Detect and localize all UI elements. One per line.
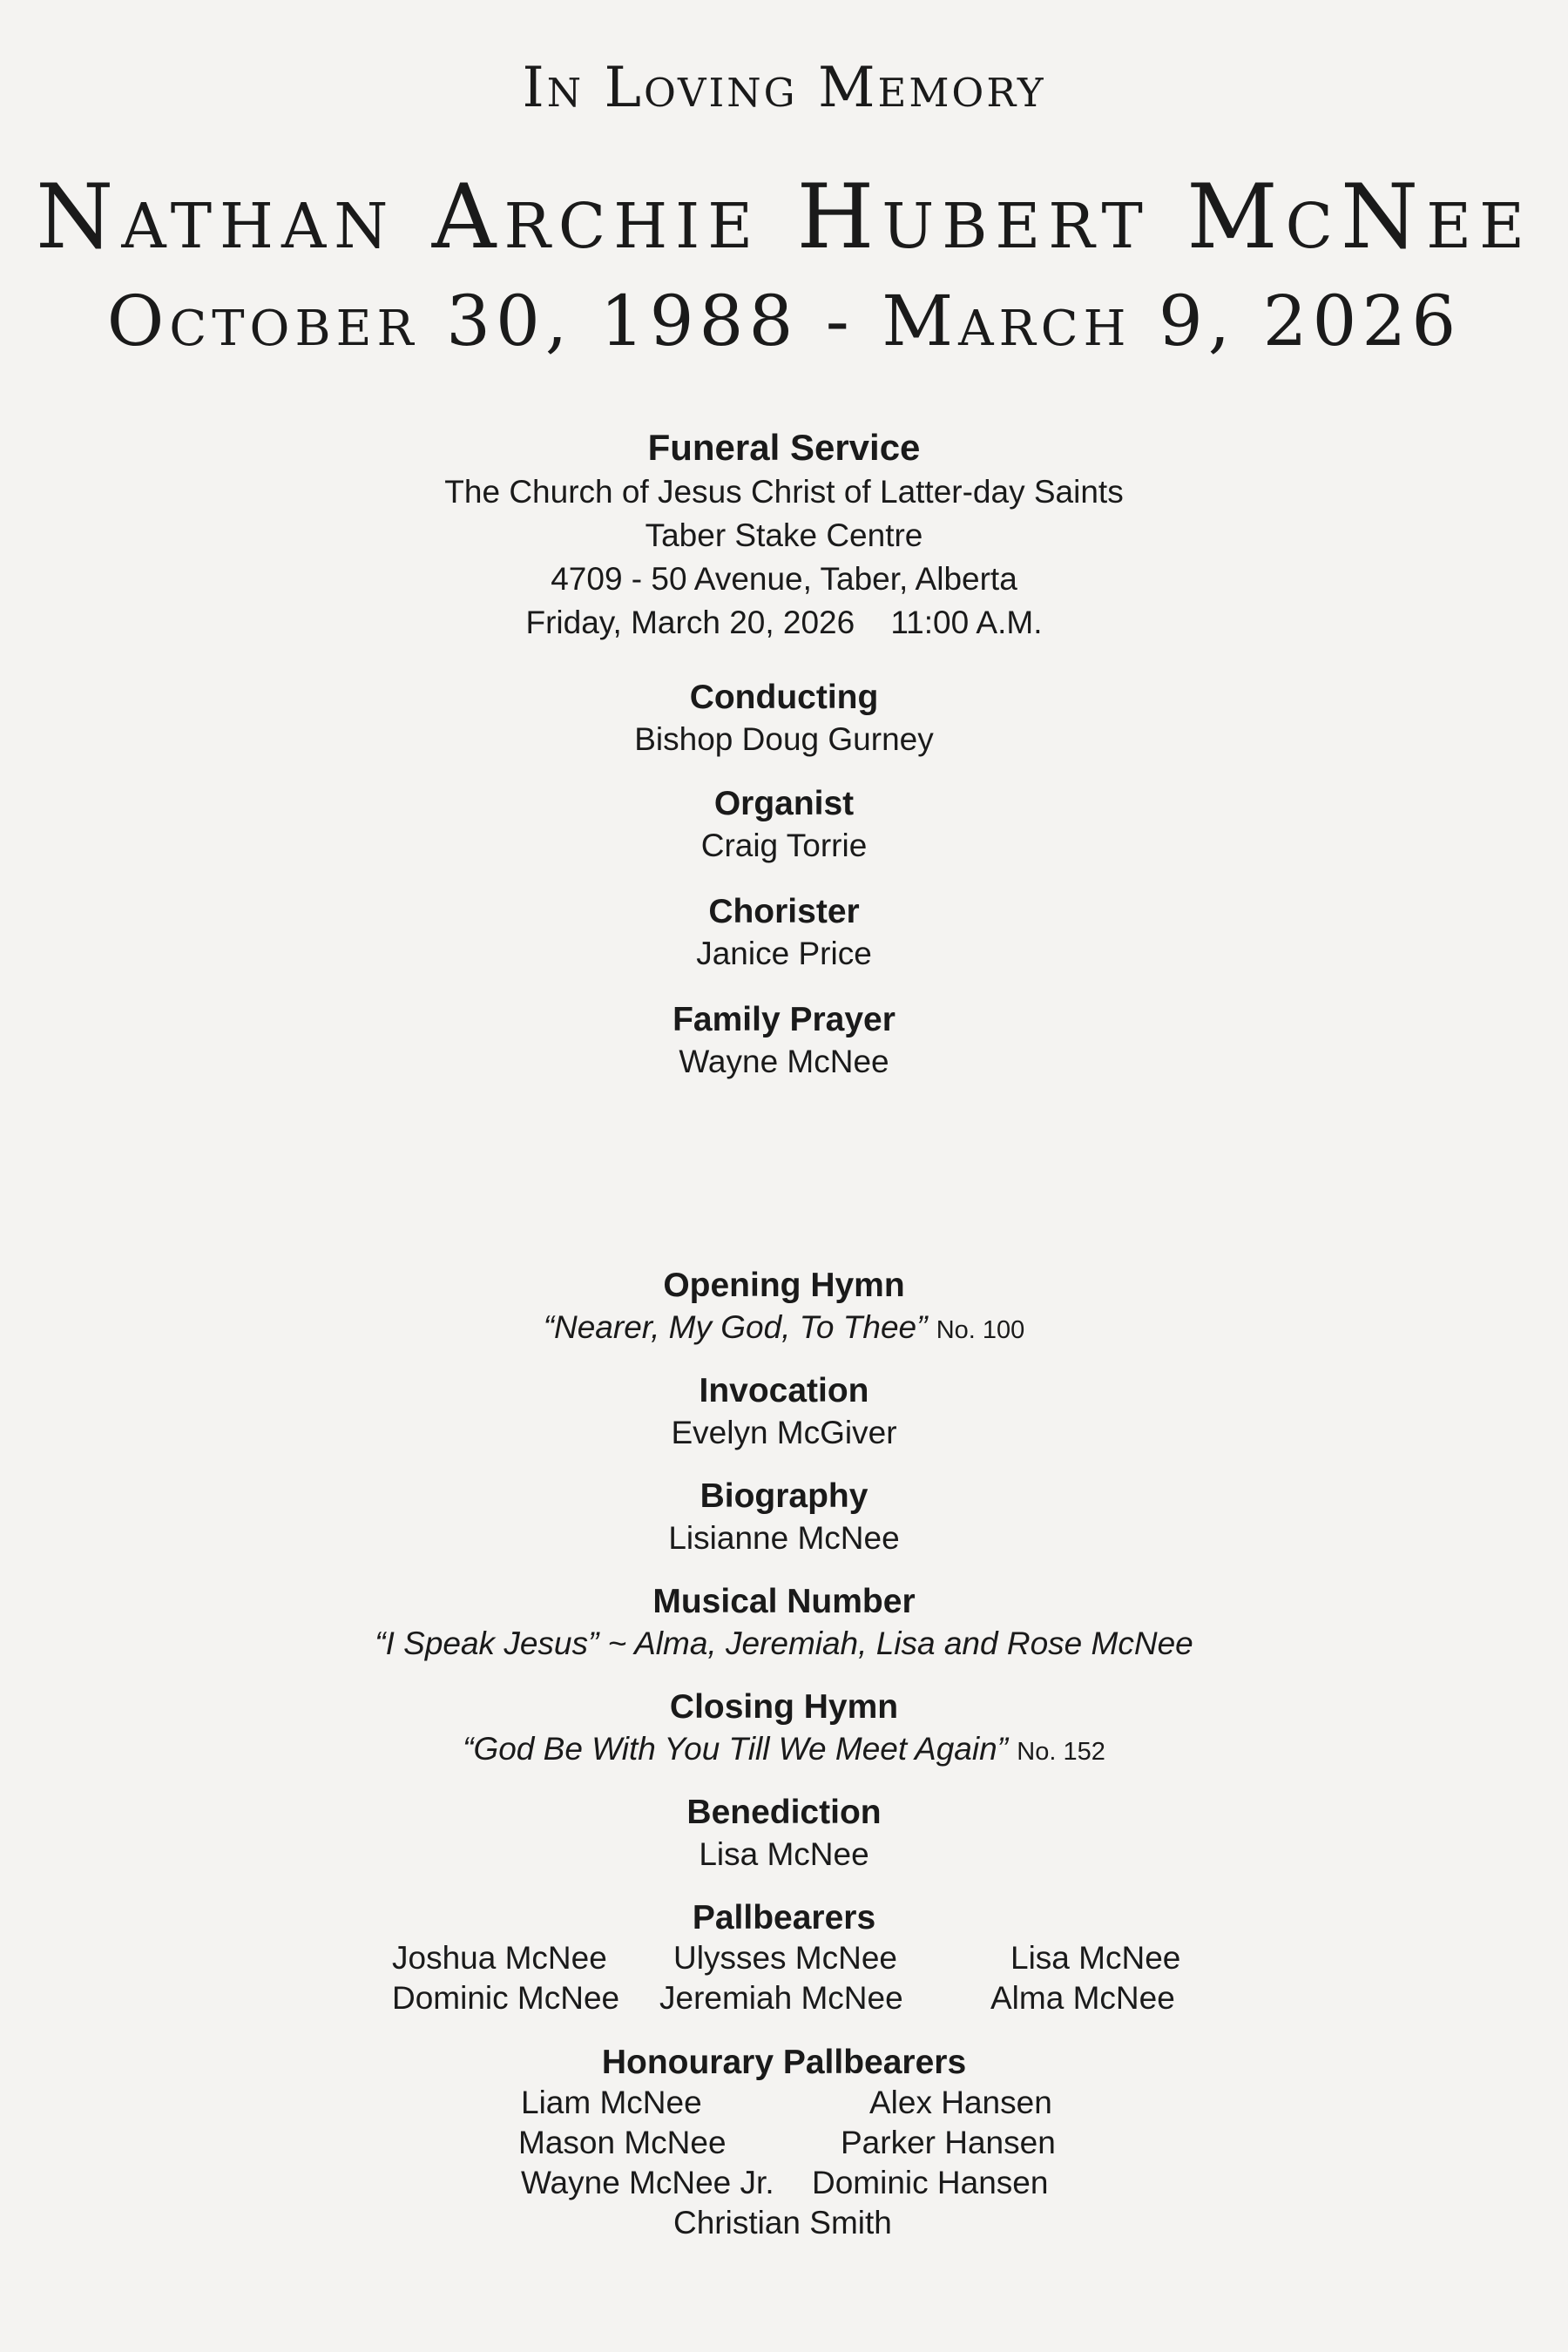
biography-label: Biography — [700, 1477, 868, 1515]
pallbearers-grid — [0, 1938, 1568, 2025]
musical-number-section — [0, 1582, 1568, 1666]
closing-hymn-section — [0, 1687, 1568, 1774]
invocation-label: Invocation — [699, 1372, 869, 1409]
opening-hymn-number: No. 100 — [936, 1316, 1025, 1344]
benediction-label: Benediction — [686, 1794, 882, 1831]
family-prayer-section — [0, 1000, 1568, 1084]
organist-label: Organist — [713, 785, 855, 822]
conducting-section — [0, 678, 1568, 761]
musical-number-value: “I Speak Jesus” ~ Alma, Jeremiah, Lisa and Rose McNee — [375, 1625, 1193, 1661]
chorister-section — [0, 892, 1568, 976]
opening-hymn-title: “Nearer, My God, To Thee” — [543, 1309, 928, 1345]
church-name: The Church of Jesus Christ of Latter-day Saints — [444, 474, 1124, 510]
closing-hymn-title: “God Be With You Till We Meet Again” — [463, 1731, 1008, 1767]
musical-number-label: Musical Number — [652, 1583, 916, 1620]
in-loving-memory-heading: In Loving Memory — [522, 56, 1046, 120]
venue-name: Taber Stake Centre — [645, 517, 923, 553]
honourary-pallbearer-name: Liam McNee — [521, 2085, 702, 2120]
organist-section — [0, 784, 1568, 868]
honourary-pallbearer-name: Parker Hansen — [841, 2125, 1056, 2160]
deceased-name: Nathan Archie Hubert McNee — [36, 166, 1532, 269]
benediction-value: Lisa McNee — [699, 1836, 869, 1872]
conducting-value: Bishop Doug Gurney — [634, 721, 934, 757]
pallbearer-name: Ulysses McNee — [673, 1940, 897, 1976]
funeral-service-title: Funeral Service — [647, 427, 921, 468]
honourary-pallbearer-name: Mason McNee — [518, 2125, 727, 2160]
conducting-label: Conducting — [689, 679, 879, 716]
pallbearers-section — [0, 1898, 1568, 1938]
venue-address: 4709 - 50 Avenue, Taber, Alberta — [551, 561, 1017, 597]
honourary-pallbearer-name: Alex Hansen — [869, 2085, 1052, 2120]
honourary-pallbearer-name: Wayne McNee Jr. — [521, 2165, 774, 2200]
chorister-label: Chorister — [708, 893, 860, 930]
organist-value: Craig Torrie — [700, 828, 868, 863]
pallbearers-label: Pallbearers — [692, 1899, 876, 1936]
family-prayer-value: Wayne McNee — [679, 1044, 889, 1079]
life-dates: October 30, 1988 - March 9, 2026 — [106, 280, 1462, 362]
service-datetime: Friday, March 20, 2026 11:00 A.M. — [525, 605, 1043, 640]
pallbearer-name: Jeremiah McNee — [659, 1980, 903, 2016]
honourary-pallbearers-section — [0, 2043, 1568, 2083]
pallbearer-name: Alma McNee — [990, 1980, 1175, 2016]
invocation-value: Evelyn McGiver — [671, 1415, 897, 1450]
honourary-pallbearer-name: Christian Smith — [673, 2205, 892, 2240]
biography-value: Lisianne McNee — [668, 1520, 900, 1556]
honourary-pallbearers-label: Honourary Pallbearers — [601, 2044, 967, 2081]
honourary-pallbearers-grid — [0, 2083, 1568, 2248]
closing-hymn-number: No. 152 — [1017, 1738, 1105, 1766]
pallbearer-name: Dominic McNee — [392, 1980, 620, 2016]
funeral-service-section — [0, 425, 1568, 645]
honourary-pallbearer-name: Dominic Hansen — [812, 2165, 1049, 2200]
invocation-section — [0, 1371, 1568, 1455]
family-prayer-label: Family Prayer — [672, 1001, 896, 1038]
opening-hymn-section — [0, 1266, 1568, 1352]
opening-hymn-label: Opening Hymn — [663, 1267, 905, 1304]
pallbearer-name: Lisa McNee — [1010, 1940, 1181, 1976]
pallbearer-name: Joshua McNee — [392, 1940, 607, 1976]
benediction-section — [0, 1793, 1568, 1876]
biography-section — [0, 1477, 1568, 1560]
closing-hymn-label: Closing Hymn — [669, 1688, 899, 1726]
chorister-value: Janice Price — [696, 936, 872, 971]
